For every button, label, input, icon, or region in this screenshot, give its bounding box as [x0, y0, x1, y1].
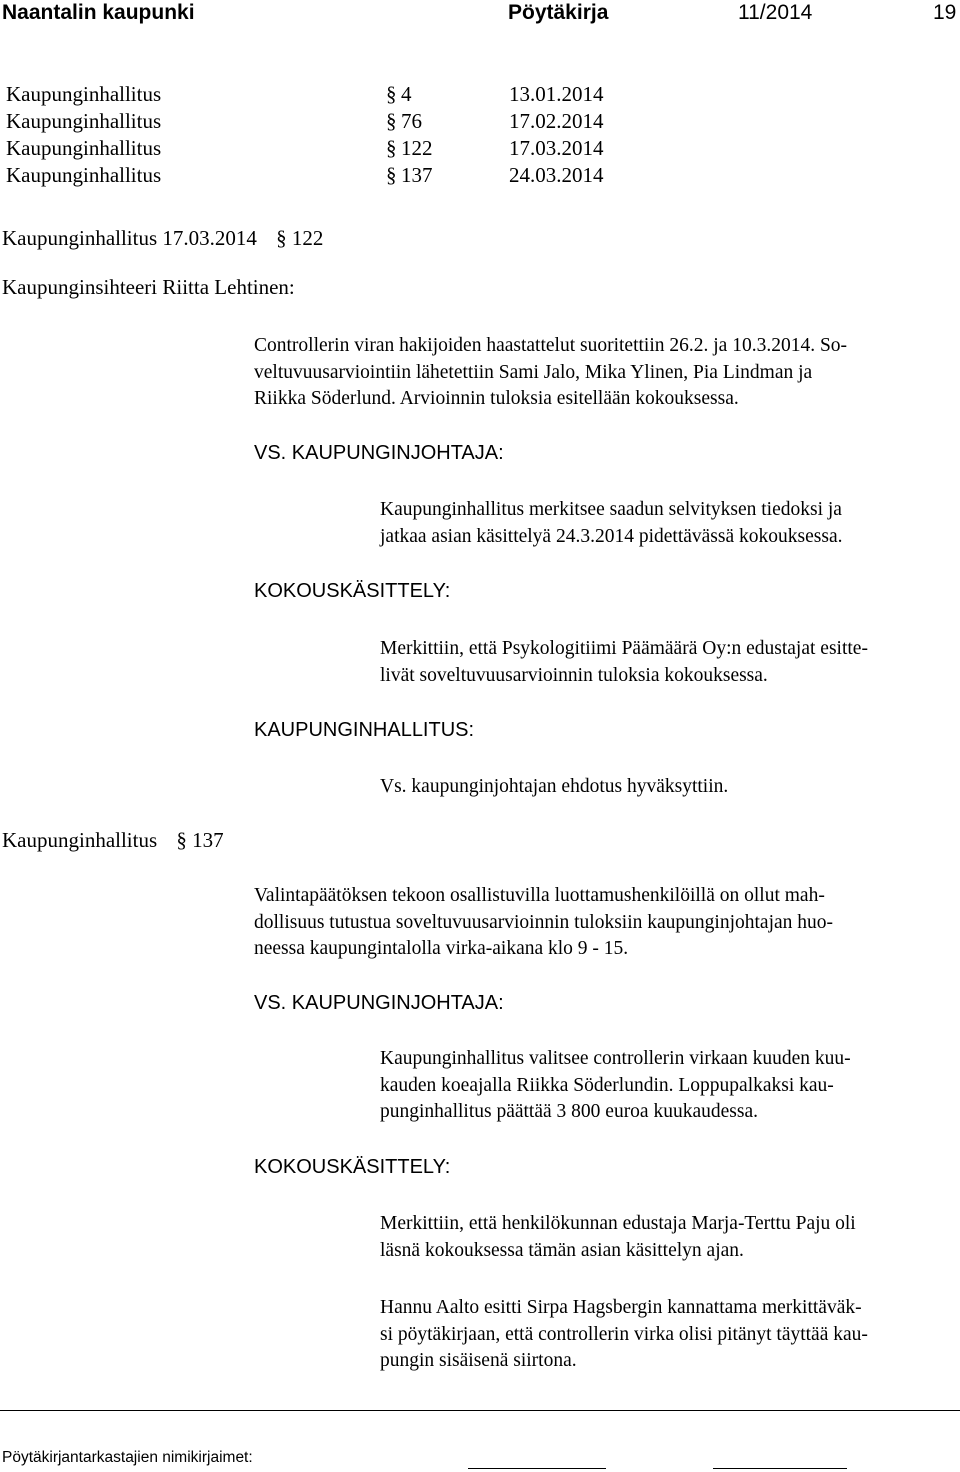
meeting2-handling-1 — [380, 1211, 856, 1264]
text-line: veltuvuusarviointiin lähetettiin Sami Jalo, Mika Ylinen, Pia Lindman ja — [254, 361, 813, 383]
text-line: pungin sisäisenä siirtona. — [380, 1350, 577, 1371]
section-number: 122 — [291, 226, 324, 250]
history-number: 4 — [401, 82, 412, 106]
history-body: Kaupunginhallitus — [6, 163, 162, 187]
history-number: 122 — [401, 136, 433, 160]
text-line: Riikka Söderlund. Arvioinnin tuloksia esitellään kokouksessa. — [254, 388, 739, 409]
proposal-label: VS. KAUPUNGINJOHTAJA: — [254, 992, 504, 1014]
meeting2-proposal — [380, 1046, 851, 1126]
meeting-heading-text: Kaupunginhallitus 17.03.2014 — [2, 226, 257, 250]
text-line: Vs. kaupunginjohtajan ehdotus hyväksyttiin. — [380, 776, 729, 797]
meeting1-decision — [380, 774, 728, 801]
initials-label: Pöytäkirjantarkastajien nimikirjaimet: — [2, 1449, 253, 1466]
history-number: 76 — [401, 109, 422, 133]
text-line: dollisuus tutustua soveltuvuusarvioinnin tuloksiin kaupunginjohtajan huo- — [254, 911, 834, 933]
meeting-heading — [2, 827, 224, 854]
handling-label: KOKOUSKÄSITTELY: — [254, 1156, 451, 1178]
text-line: si pöytäkirjaan, että controllerin virka olisi pitänyt täyttää kau- — [380, 1323, 868, 1345]
history-body: Kaupunginhallitus — [6, 82, 162, 106]
handling-label: KOKOUSKÄSITTELY: — [254, 580, 451, 602]
issue-number: 11/2014 — [738, 1, 813, 24]
text-line: läsnä kokouksessa tämän asian käsittelyn ajan. — [380, 1239, 744, 1261]
history-body: Kaupunginhallitus — [6, 109, 162, 133]
meeting-heading-text: Kaupunginhallitus — [2, 828, 158, 852]
history-date: 17.03.2014 — [509, 136, 604, 160]
proposal-label: VS. KAUPUNGINJOHTAJA: — [254, 442, 504, 464]
section-number: 137 — [192, 828, 224, 852]
text-line: Kaupunginhallitus valitsee controllerin virkaan kuuden kuu- — [380, 1048, 851, 1069]
presenter: Kaupunginsihteeri Riitta Lehtinen: — [2, 275, 295, 299]
signature-line — [468, 1468, 606, 1469]
city-name: Naantalin kaupunki — [2, 1, 195, 24]
section-sign: § — [386, 82, 397, 106]
history-date: 24.03.2014 — [509, 163, 604, 187]
section-sign: § — [276, 226, 287, 250]
text-line: Merkittiin, että henkilökunnan edustaja Marja-Terttu Paju oli — [380, 1213, 856, 1234]
history-number: 137 — [401, 163, 433, 187]
meeting1-proposal — [380, 497, 842, 550]
document-type: Pöytäkirja — [508, 1, 609, 24]
text-line: Valintapäätöksen tekoon osallistuvilla luottamushenkilöillä on ollut mah- — [254, 885, 825, 906]
history-date: 17.02.2014 — [509, 109, 604, 133]
text-line: neessa kaupungintalolla virka-aikana klo 9 - 15. — [254, 938, 629, 959]
section-sign: § — [386, 109, 397, 133]
meeting1-intro — [254, 333, 847, 413]
section-sign: § — [386, 163, 397, 187]
text-line: kauden koeajalla Riikka Söderlundin. Loppupalkaksi kau- — [380, 1074, 834, 1096]
footer-divider — [0, 1410, 960, 1411]
history-body: Kaupunginhallitus — [6, 136, 162, 160]
text-line: Kaupunginhallitus merkitsee saadun selvityksen tiedoksi ja — [380, 499, 842, 520]
meeting2-intro — [254, 883, 833, 963]
meeting1-handling — [380, 636, 868, 689]
text-line: jatkaa asian käsittelyä 24.3.2014 pidettävässä kokouksessa. — [380, 525, 843, 547]
page-number: 19 — [933, 1, 957, 24]
section-sign: § — [176, 828, 187, 852]
history-date: 13.01.2014 — [509, 82, 604, 106]
meeting2-handling-2 — [380, 1295, 868, 1375]
section-sign: § — [386, 136, 397, 160]
signature-line — [713, 1468, 847, 1469]
decision-label: KAUPUNGINHALLITUS: — [254, 719, 475, 741]
text-line: Merkittiin, että Psykologitiimi Päämäärä Oy:n edustajat esitte- — [380, 638, 868, 659]
text-line: Hannu Aalto esitti Sirpa Hagsbergin kannattama merkittäväk- — [380, 1297, 862, 1318]
text-line: livät soveltuvuusarvioinnin tuloksia kokouksessa. — [380, 664, 768, 686]
text-line: Controllerin viran hakijoiden haastattelut suoritettiin 26.2. ja 10.3.2014. So- — [254, 335, 848, 356]
text-line: punginhallitus päättää 3 800 euroa kuukaudessa. — [380, 1101, 758, 1122]
meeting-heading — [2, 225, 323, 252]
